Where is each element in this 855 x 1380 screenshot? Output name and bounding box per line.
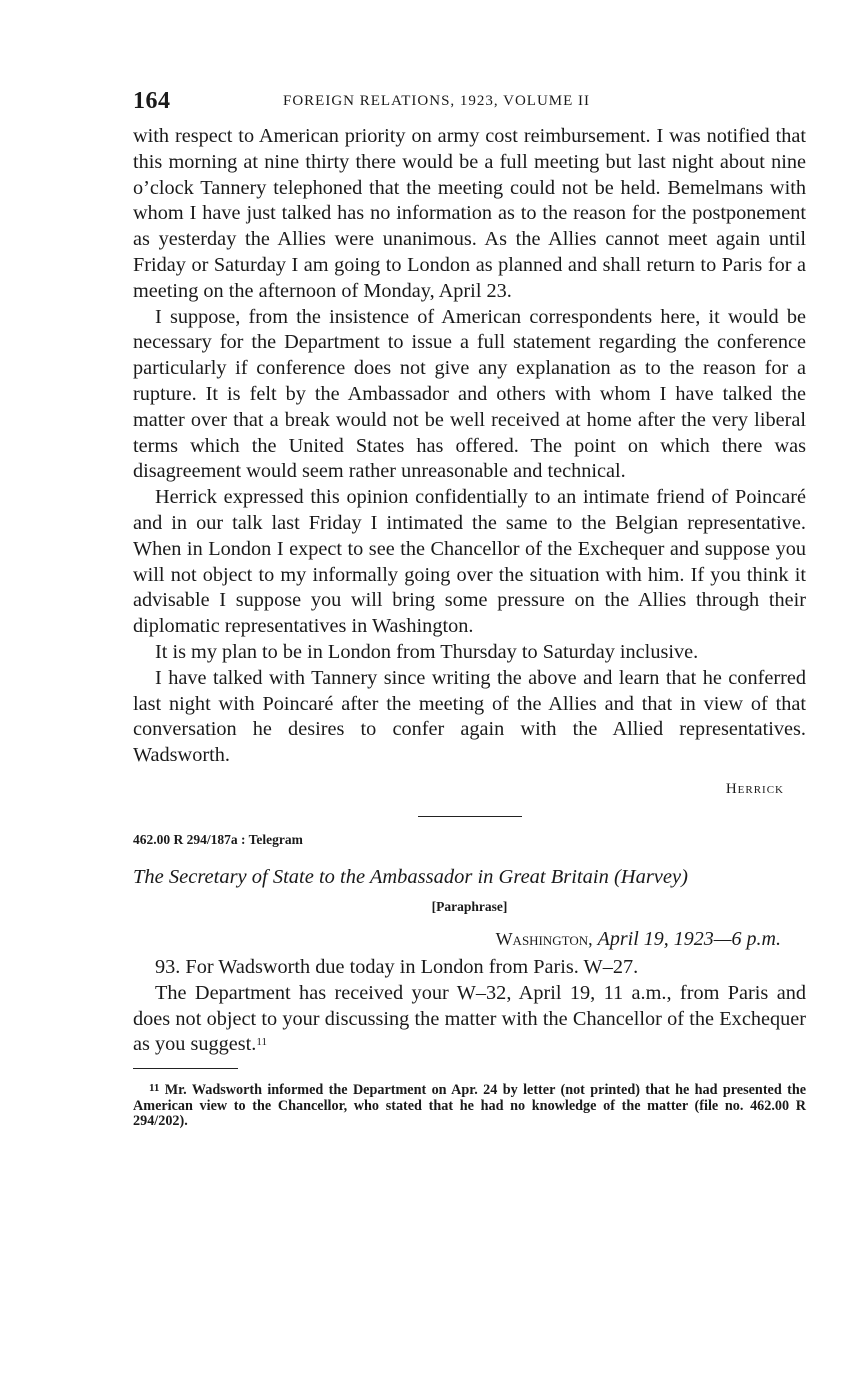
telegram-paragraph: 93. For Wadsworth due today in London from Paris. W–27. <box>155 955 639 978</box>
letter-body <box>133 124 806 769</box>
footnote-divider <box>133 1068 238 1069</box>
document-page <box>133 88 806 1130</box>
section-divider <box>418 816 522 817</box>
footnote-marker: 11 <box>149 1082 160 1095</box>
footnote-text: Mr. Wadsworth informed the Department on Apr. 24 by letter (not printed) that he had presented the American view to the Chancellor, who stated that he had no knowledge of the matter (file no. 462.00 R 294/202). <box>133 1082 807 1130</box>
telegram-paragraph <box>133 981 806 1058</box>
paraphrase-label: [Paraphrase] <box>431 898 508 914</box>
document-title: The Secretary of State to the Ambassador in Great Britain (Harvey) <box>133 865 688 888</box>
page-header <box>133 88 806 124</box>
letter-paragraph: I have talked with Tannery since writing the above and learn that he conferred last night with Poincaré after the meeting of the Allies and that in view of that conversation he desires to confer again with the Allied representatives. Wadsworth. <box>133 666 806 767</box>
letter-paragraph: It is my plan to be in London from Thursday to Saturday inclusive. <box>155 640 699 663</box>
telegram-paragraph-text: The Department has received your W–32, April 19, 11 a.m., from Paris and does not object to your discussing the matter with the Chancellor of the Exchequer as you suggest. <box>133 981 806 1056</box>
letter-paragraph: Herrick expressed this opinion confidentially to an intimate friend of Poincaré and in our talk last Friday I intimated the same to the Belgian representative. When in London I expect to see the Chancellor of the Exchequer and suppose you will not object to my informally going over the situation with him. If you think it advisable I suppose you will bring some pressure on the Allies through their diplomatic representatives in Washington. <box>133 486 806 638</box>
letter-paragraph: I suppose, from the insistence of American correspondents here, it would be necessary for the Department to issue a full statement regarding the conference particularly if conference does not give any explanation as to the reason for a rupture. It is felt by the Ambassador and others with whom I have talked the matter over that a break would not be well received at home after the very liberal terms which the United States has offered. The point on which there was disagreement would seem rather unreasonable and technical. <box>133 305 806 483</box>
running-head: FOREIGN RELATIONS, 1923, VOLUME II <box>283 93 591 109</box>
page-number: 164 <box>133 88 171 114</box>
letter-paragraph: with respect to American priority on army cost reimbursement. I was notified that this morning at nine thirty there would be a full meeting but last night about nine o’clock Tannery telephoned that the meeting could not be held. Bemelmans with whom I have just talked has no information as to the reason for the postponement as yesterday the Allies were unanimous. As the Allies cannot meet again until Friday or Saturday I am going to London as planned and shall return to Paris for a meeting on the afternoon of Monday, April 23. <box>133 125 806 302</box>
file-reference: 462.00 R 294/187a : Telegram <box>133 831 303 847</box>
dateline <box>133 928 781 951</box>
footnote-reference: 11 <box>256 1036 267 1049</box>
signature: Herrick <box>725 780 784 797</box>
dateline-date: April 19, 1923—6 p.m. <box>597 927 781 950</box>
footnote <box>133 1083 806 1130</box>
dateline-place: Washington, <box>495 928 593 949</box>
telegram-body <box>133 955 806 1058</box>
